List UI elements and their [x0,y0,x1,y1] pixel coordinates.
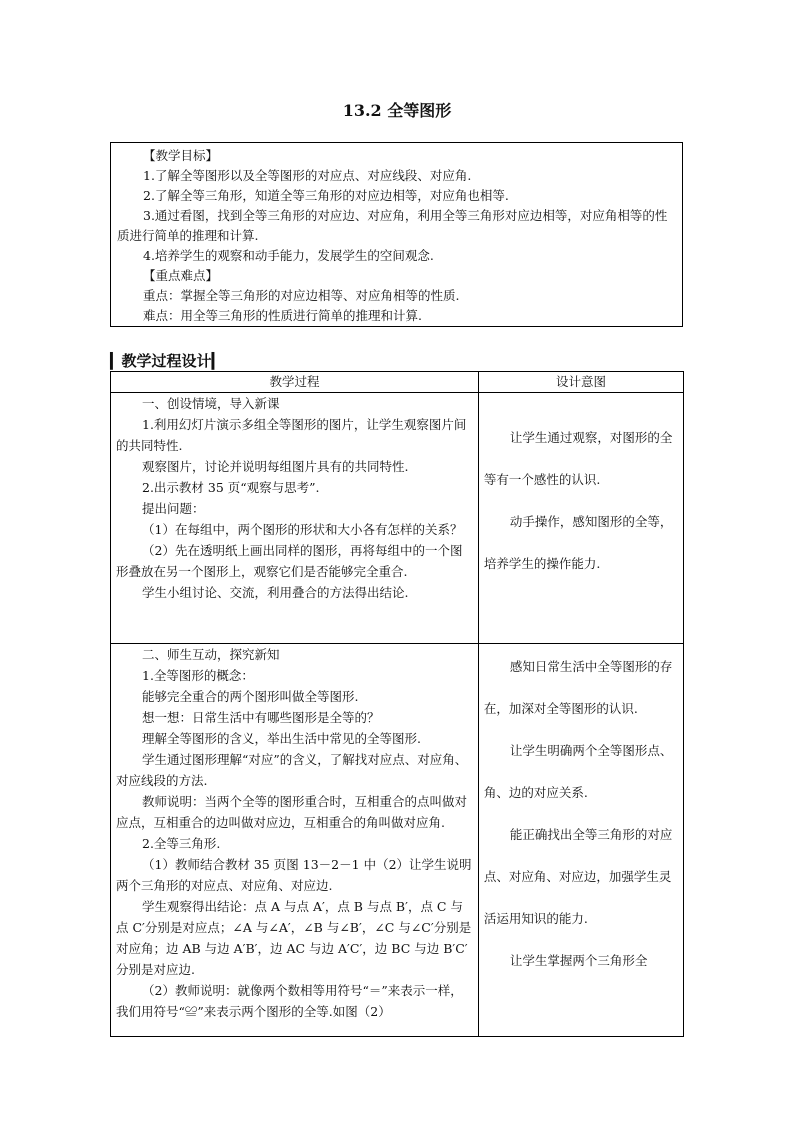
process-line: （2）教师说明：就像两个数相等用符号“＝”来表示一样，我们用符号“≌”来表示两个图形的全等.如图（2） [116,983,463,1019]
process-line: 2.出示教材 35 页“观察与思考”. [142,480,320,495]
process-line: 1.利用幻灯片演示多组全等图形的图片，让学生观察图片间的共同特性. [116,417,467,453]
page-title: 13.2 全等图形 [342,101,452,120]
process-line: 二、师生互动，探究新知 [142,647,280,662]
process-line: 提出问题： [142,501,205,516]
table-row [111,393,684,644]
process-line: 观察图片，讨论并说明每组图片具有的共同特性. [142,459,409,474]
table-row [111,644,684,1037]
process-cell [111,393,479,644]
process-line: 一、创设情境，导入新课 [142,396,280,411]
process-line: 能够完全重合的两个图形叫做全等图形. [142,689,359,704]
goal-item: 2.了解全等三角形，知道全等三角形的对应边相等，对应角也相等. [143,188,509,203]
difficult-point: 难点：用全等三角形的性质进行简单的推理和计算. [143,308,422,323]
goals-heading: 【教学目标】 [143,148,219,163]
intent-line: 让学生掌握两个三角形全 [509,953,648,968]
process-line: 1.全等图形的概念： [142,668,254,683]
process-line: 教师说明：当两个全等的图形重合时，互相重合的点叫做对应点，互相重合的边叫做对应边，互相重合的角叫做对应角. [116,794,468,830]
process-line: 想一想：日常生活中有哪些图形是全等的？ [142,710,380,725]
process-line: （1）在每组中，两个图形的形状和大小各有怎样的关系？ [142,522,463,537]
table-header-process: 教学过程 [111,372,479,393]
process-cell [111,644,479,1037]
process-line: 2.全等三角形. [142,836,221,851]
intent-cell [478,644,683,1037]
teaching-process-table [110,371,684,1037]
teaching-goals-box [110,142,683,327]
goal-item: 3.通过看图，找到全等三角形的对应边、对应角，利用全等三角形对应边相等，对应角相等的性质进行简单的推理和计算. [117,208,668,243]
intent-line: 让学生明确两个全等图形点、角、边的对应关系. [483,743,673,800]
process-section-header: ▎教学过程设计▎ [110,352,224,370]
goal-item: 1.了解全等图形以及全等图形的对应点、对应线段、对应角. [143,168,472,183]
intent-line: 感知日常生活中全等图形的存在，加深对全等图形的认识. [483,659,673,716]
process-line: 学生观察得出结论：点 A 与点 A′，点 B 与点 B′，点 C 与点 C′分别是对应点；∠A 与∠A′，∠B 与∠B′，∠C 与∠C′分别是对应角；边 AB 与边 A′B′，边 AC 与边 A′C′，边 BC 与边 B′C′分别是对应边. [116,899,472,977]
process-line: 理解全等图形的含义，举出生活中常见的全等图形. [142,731,421,746]
intent-line: 让学生通过观察，对图形的全等有一个感性的认识. [483,430,673,487]
table-header-intent: 设计意图 [478,372,683,393]
key-points-heading: 【重点难点】 [143,268,219,283]
intent-cell [478,393,683,644]
intent-line: 动手操作，感知图形的全等，培养学生的操作能力. [483,514,673,571]
process-line: 学生小组讨论、交流，利用叠合的方法得出结论. [142,585,409,600]
intent-line: 能正确找出全等三角形的对应点、对应角、对应边，加强学生灵活运用知识的能力. [483,827,673,926]
goal-item: 4.培养学生的观察和动手能力，发展学生的空间观念. [143,248,434,263]
process-line: （1）教师结合教材 35 页图 13－2－1 中（2）让学生说明两个三角形的对应点、对应角、对应边. [116,857,472,893]
process-line: 学生通过图形理解“对应”的含义，了解找对应点、对应角、对应线段的方法. [116,752,468,788]
key-point: 重点：掌握全等三角形的对应边相等、对应角相等的性质. [143,288,460,303]
process-line: （2）先在透明纸上画出同样的图形，再将每组中的一个图形叠放在另一个图形上，观察它们是否能够完全重合. [116,543,463,579]
